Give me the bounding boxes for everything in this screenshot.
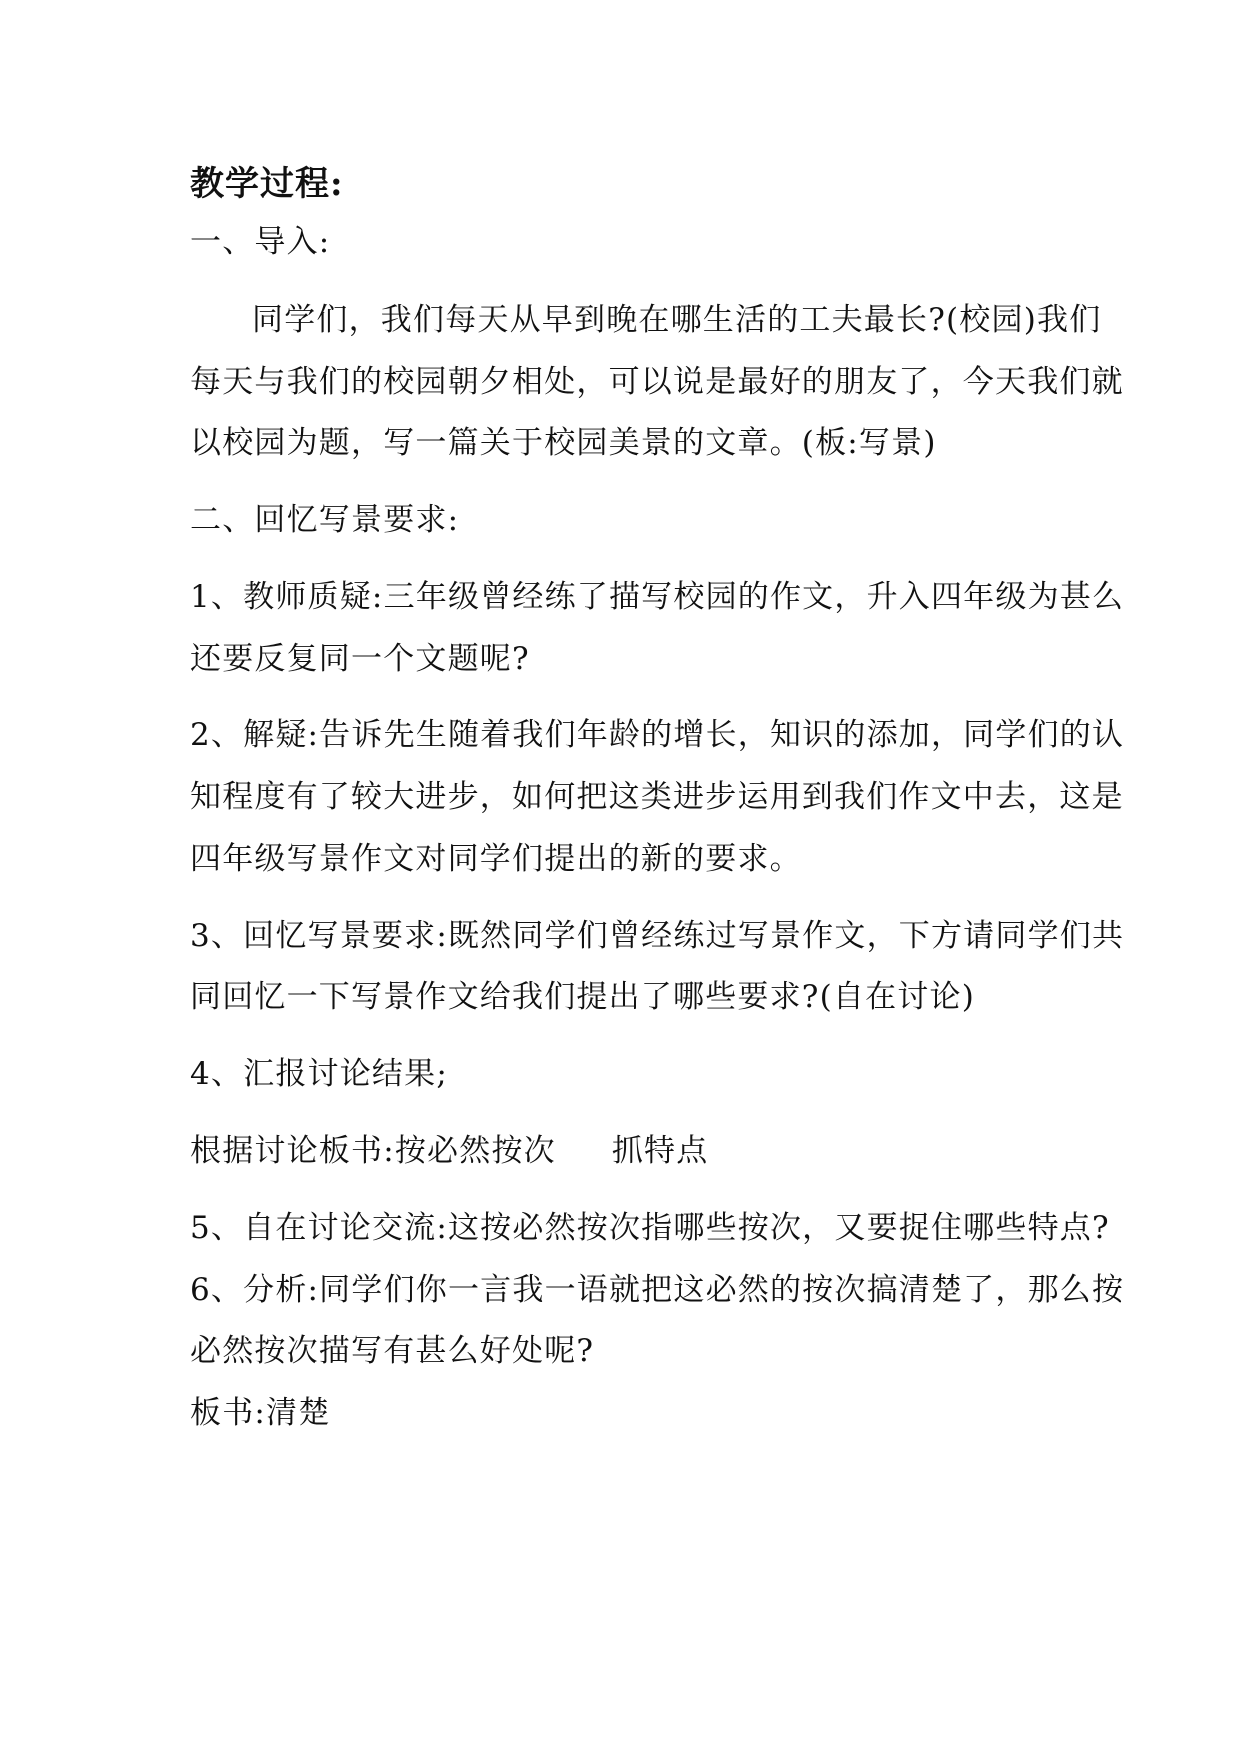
board-line-prefix: 根据讨论板书:按必然按次: [190, 1133, 556, 1169]
section-heading-recall: 二、回忆写景要求:: [190, 502, 460, 538]
paragraph-line: 2、解疑:告诉先生随着我们年龄的增长，知识的添加，同学们的认: [190, 717, 1125, 753]
paragraph-line: 还要反复同一个文题呢?: [190, 641, 530, 677]
board-line: [190, 1131, 708, 1171]
paragraph-line: 1、教师质疑:三年级曾经练了描写校园的作文，升入四年级为甚么: [190, 579, 1125, 615]
board-line-suffix: 抓特点: [611, 1133, 709, 1169]
page-title: 教学过程:: [190, 164, 344, 204]
paragraph-line: 以校园为题，写一篇关于校园美景的文章。(板:写景): [190, 425, 937, 461]
paragraph-line: 4、汇报讨论结果;: [190, 1056, 448, 1092]
paragraph-line: 必然按次描写有甚么好处呢?: [190, 1333, 595, 1369]
paragraph-line: 同学们，我们每天从早到晚在哪生活的工夫最长?(校园)我们: [252, 302, 1102, 338]
paragraph-line: 6、分析:同学们你一言我一语就把这必然的按次搞清楚了，那么按: [190, 1272, 1125, 1308]
paragraph-line: 四年级写景作文对同学们提出的新的要求。: [190, 841, 802, 877]
section-heading-intro: 一、导入:: [190, 224, 331, 260]
paragraph-line: 5、自在讨论交流:这按必然按次指哪些按次，又要捉住哪些特点?: [190, 1210, 1110, 1246]
paragraph-line: 板书:清楚: [190, 1395, 331, 1431]
paragraph-line: 每天与我们的校园朝夕相处，可以说是最好的朋友了，今天我们就: [190, 364, 1124, 400]
paragraph-line: 3、回忆写景要求:既然同学们曾经练过写景作文，下方请同学们共: [190, 918, 1125, 954]
paragraph-line: 同回忆一下写景作文给我们提出了哪些要求?(自在讨论): [190, 979, 976, 1015]
paragraph-line: 知程度有了较大进步，如何把这类进步运用到我们作文中去，这是: [190, 779, 1124, 815]
